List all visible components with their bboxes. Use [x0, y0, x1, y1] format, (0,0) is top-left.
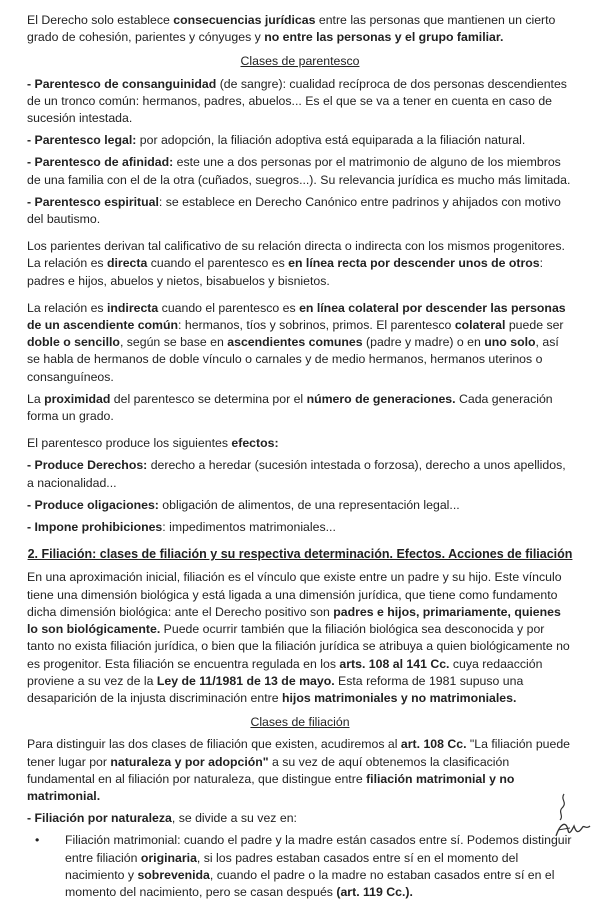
text-run: , así se habla de hermanos de doble vínculo o carnales y de medio hermanos, hermanos uterinos o consanguíneos. [27, 335, 559, 384]
text-run: por adopción, la filiación adoptiva está equiparada a la filiación natural. [136, 133, 526, 148]
text-run: , se divide a su vez en: [171, 811, 297, 826]
bold-text-run: - Parentesco de afinidad: [27, 155, 174, 170]
bold-text-run: proximidad [44, 391, 111, 406]
paragraph [27, 238, 573, 255]
text-run: entre las personas que mantienen un cierto grado de cohesión, parientes y cónyuges y [27, 13, 556, 45]
text-run: (padre y madre) o en [362, 335, 485, 350]
bold-text-run: directa [106, 256, 148, 271]
bold-text-run: arts. 108 al 141 Cc. [339, 656, 450, 671]
bold-text-run: Ley de 11/1981 de 13 de mayo. [156, 673, 335, 688]
text-run: El parentesco produce los siguientes [27, 436, 232, 451]
text-run: a su vez de aquí obtenemos la clasificación fundamental en al filiación por naturaleza, que distingue entre [27, 754, 510, 786]
paragraph [27, 435, 573, 452]
text-run: Para distinguir las dos clases de filiación que existen, acudiremos al [27, 737, 401, 752]
bold-text-run: - Impone prohibiciones [27, 520, 163, 535]
text-run: : impedimentos matrimoniales... [162, 520, 336, 535]
paragraph [27, 76, 573, 128]
paragraph [27, 391, 573, 425]
section-subheading: Clases de filiación [250, 715, 350, 730]
text-run: La relación es [27, 256, 107, 271]
bold-text-run: colateral [454, 318, 506, 333]
bold-text-run: - Filiación por naturaleza [27, 811, 172, 826]
text-run: , si los padres estaban casados entre sí en el momento del nacimiento y [65, 850, 519, 882]
text-run: : padres e hijos, abuelos y nietos, bisabuelos y bisnietos. [27, 256, 544, 288]
paragraph [27, 300, 573, 386]
text-run: Filiación matrimonial: cuando el padre y la madre están casados entre sí. Podemos distinguir entre filiación [65, 833, 572, 865]
paragraph [27, 736, 573, 805]
paragraph [27, 519, 573, 536]
text-run: Puede ocurrir también que la filiación biológica sea desconocida y por tanto no exista filiación jurídica, o bien que la filiación jurídica se atribuya a quien biológicamente no es progenitor. Esta filiación se encuentra regulada en los [27, 622, 570, 671]
text-run: cuando el parentesco es [158, 300, 300, 315]
bold-text-run: consecuencias jurídicas [173, 13, 316, 27]
text-run: (de sangre): cualidad recíproca de dos personas descendientes de un tronco común: hermanos, padres, abuelos... Es el que se va a tener en cuenta en caso de sucesión intestada. [27, 76, 567, 126]
text-run: cuya redaacción proviene a su vez de la [27, 656, 543, 688]
text-run: La relación es [27, 300, 107, 315]
text-run: Los parientes derivan tal calificativo de su relación directa o indirecta con los mismos progenitores. [27, 239, 565, 254]
section-heading: 2. Filiación: clases de filiación y su respectiva determinación. Efectos. Acciones de filiación [27, 547, 573, 562]
bold-text-run: ascendientes comunes [227, 335, 363, 350]
text-run: "La filiación puede tener lugar por [27, 737, 571, 769]
bold-text-run: art. 108 Cc. [400, 737, 467, 752]
text-run: del parentesco se determina por el [110, 391, 307, 406]
paragraph [27, 810, 573, 827]
bold-text-run: uno solo [484, 335, 536, 350]
bullet-list-item [27, 832, 573, 901]
text-run: cuando el parentesco es [147, 256, 289, 271]
bold-text-run: número de generaciones. [306, 391, 456, 406]
bold-text-run: - Produce oligaciones: [27, 497, 159, 512]
bold-text-run: en línea recta por descender unos de otros [288, 256, 540, 271]
text-run: este une a dos personas por el matrimonio de alguno de los miembros de una familia con el de la otra (cuñados, suegros...). Su relevancia jurídica es mucho más limitada. [27, 155, 571, 187]
text-run: Cada generación forma un grado. [27, 391, 553, 424]
document-page [27, 12, 573, 905]
bold-text-run: sobrevenida [137, 867, 210, 882]
bullet-dot-icon: • [35, 833, 40, 848]
paragraph [27, 497, 573, 514]
text-run: obligación de alimentos, de una representación legal... [158, 497, 460, 512]
bold-text-run: - Parentesco de consanguinidad [27, 76, 217, 91]
paragraph [27, 457, 573, 491]
text-run: El Derecho solo establece [27, 13, 174, 27]
paragraph [27, 154, 573, 188]
bold-text-run: naturaleza y por adopción" [110, 754, 269, 769]
paragraph [27, 255, 573, 289]
bullet-text [65, 832, 573, 901]
bold-text-run: - Parentesco legal: [27, 133, 137, 148]
bold-text-run: padres e hijos, primariamente, quienes lo son biológicamente. [27, 604, 561, 637]
text-run: La [27, 391, 45, 406]
text-run: derecho a heredar (sucesión intestada o forzosa), derecho a unos apellidos, a nacionalidad... [27, 458, 566, 490]
paragraph [27, 12, 573, 46]
paragraph [27, 569, 573, 707]
section-subheading: Clases de parentesco [240, 54, 360, 69]
paragraph [27, 132, 573, 149]
text-run: : se establece en Derecho Canónico entre padrinos y ahijados con motivo del bautismo. [27, 194, 561, 227]
handwritten-signature [550, 790, 596, 842]
bold-text-run: - Produce Derechos: [27, 458, 148, 473]
bold-text-run: efectos: [231, 436, 279, 451]
text-run: puede ser [505, 318, 564, 333]
bold-text-run: indirecta [106, 300, 159, 315]
text-run: Esta reforma de 1981 supuso una desaparición de la injusta discriminación entre [27, 673, 524, 705]
bold-text-run: - Parentesco espiritual [27, 194, 159, 209]
paragraph [27, 194, 573, 228]
bold-text-run: hijos matrimoniales y no matrimoniales. [281, 690, 517, 705]
text-run: En una aproximación inicial, filiación es el vínculo que existe entre un padre y su hijo. Este vínculo tiene una dimensión biológica y está ligada a una dimensión jurídica, que tiene como fundamento dicha dimensión biológica: ante el Derecho positivo son [27, 570, 562, 619]
text-run: : hermanos, tíos y sobrinos, primos. El parentesco [178, 318, 455, 333]
bold-text-run: (art. 119 Cc.). [336, 884, 413, 899]
bold-text-run: filiación matrimonial y no matrimonial. [27, 771, 515, 803]
bold-text-run: en línea colateral por descender las personas de un ascendiente común [27, 300, 566, 333]
bold-text-run: no entre las personas y el grupo familiar. [264, 30, 504, 45]
bold-text-run: originaria [140, 850, 197, 865]
bold-text-run: doble o sencillo [27, 335, 120, 350]
text-run: , según se base en [119, 335, 228, 350]
text-run: , cuando el padre o la madre no estaban casados entre sí en el momento del nacimiento, pero se casan después [65, 867, 555, 899]
